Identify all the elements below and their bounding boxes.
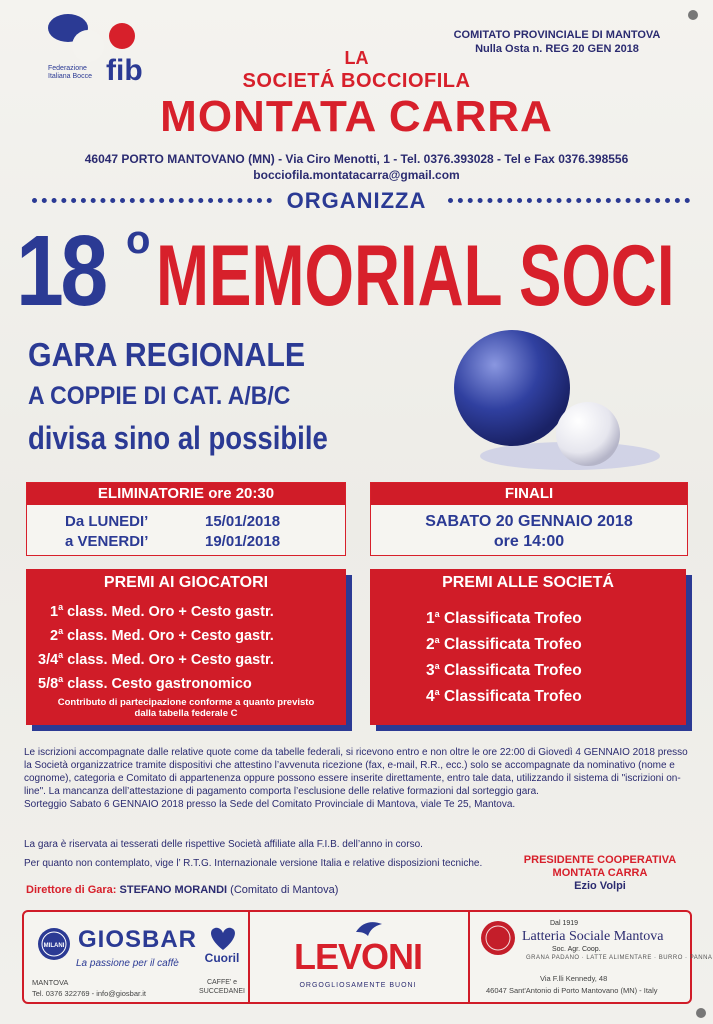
milani-badge-text: MILANI <box>43 943 65 949</box>
edition-ordinal: o <box>126 218 151 262</box>
levoni-bird-icon <box>354 918 384 938</box>
finali-date: SABATO 20 GENNAIO 2018 <box>425 513 633 530</box>
club-name: MONTATA CARRA <box>160 92 553 141</box>
presidente-block <box>500 854 700 893</box>
prize-note-line-1: Contributo di partecipazione conforme a quanto previsto <box>57 697 315 708</box>
header-la: LA <box>344 48 369 68</box>
giosbar-contact: Tel. 0376 322769 - info@giosbar.it <box>32 989 146 998</box>
prize-note <box>26 697 346 719</box>
milani-badge-icon <box>36 926 72 962</box>
prize-club-line: 4$^a$ Classificata Trofeo <box>426 687 582 706</box>
latteria-address-1: Via F.lli Kennedy, 48 <box>540 974 608 983</box>
finali-box <box>370 482 688 556</box>
prizes-players-title: PREMI AI GIOCATORI <box>103 574 269 591</box>
eliminatorie-to-label: a VENERDI’ <box>65 533 149 550</box>
prizes-clubs-title: PREMI ALLE SOCIETÁ <box>442 574 614 591</box>
bocce-balls-image <box>440 326 660 476</box>
direttore-zone: (Comitato di Mantova) <box>227 884 339 896</box>
prize-player-line: 1$^a$ class. Med. Oro + Cesto gastr. <box>50 602 274 620</box>
organizza-label: ORGANIZZA <box>286 188 427 213</box>
prize-note-line-2: dalla tabella federale C <box>134 708 238 719</box>
prize-player-line: 2$^a$ class. Med. Oro + Cesto gastr. <box>50 626 274 644</box>
subtitle-3: divisa sino al possibile <box>28 420 328 456</box>
latteria-sub: Soc. Agr. Coop. <box>552 946 601 953</box>
nulla-osta: Nulla Osta n. REG 20 GEN 2018 <box>475 43 639 55</box>
club-email: bocciofila.montatacarra@gmail.com <box>253 168 460 182</box>
subtitle-2: A COPPIE DI CAT. A/B/C <box>28 382 291 410</box>
cuoril-name: Cuoril <box>204 951 240 965</box>
comitato-text: COMITATO PROVINCIALE DI MANTOVA <box>453 29 661 41</box>
prizes-clubs-box <box>370 569 686 725</box>
latteria-year: Dal 1919 <box>550 920 579 927</box>
presidente-name: Ezio Volpi <box>574 880 626 892</box>
finali-header: FINALI <box>371 483 687 505</box>
header-societa: SOCIETÁ BOCCIOFILA <box>242 70 471 92</box>
latteria-seal-icon <box>480 920 516 956</box>
rules-paragraph-2: Sorteggio Sabato 6 GENNAIO 2018 presso la Sede del Comitato Provinciale di Mantova, viale Te 25, Mantova. <box>24 799 516 810</box>
fib-logo-text: fib <box>106 54 143 87</box>
thumbtack-icon <box>696 1008 706 1018</box>
giosbar-tagline: La passione per il caffè <box>76 958 179 969</box>
thumbtack-icon <box>688 10 698 20</box>
latteria-products: GRANA PADANO · LATTE ALIMENTARE · BURRO · PANNA <box>526 955 713 961</box>
rules-text <box>24 746 694 811</box>
subtitle-1: GARA REGIONALE <box>28 336 306 373</box>
levoni-tagline: ORGOGLIOSAMENTE BUONI <box>299 982 417 989</box>
giosbar-logo <box>36 926 206 962</box>
eliminatorie-from-label: Da LUNEDI’ <box>65 513 149 530</box>
rules-paragraph-1: Le iscrizioni accompagnate dalle relative quote come da tabelle federali, si ricevono entro e non oltre le ore 22:00 di Giovedì 4 GENNAIO 2018 presso la Società organizzatrice tramite dispositivi che attestino l’avvenuta ricezione (fax, e-mail, R.R., ecc.) solo se accompagnate da nominativo (nome e cognome), categoria e Comitato di appartenenza oppure possono essere inserite direttamente, entro tale data, utilizzando il sistema di "iscrizioni on-line". La mancanza dell’attestazione di pagamento comporta l’esclusione delle relative formazioni dal sorteggio gara. <box>24 747 688 797</box>
latteria-name: Latteria Sociale Mantova <box>522 929 664 944</box>
direttore-line <box>26 884 338 896</box>
eliminatorie-to-date: 19/01/2018 <box>205 533 281 550</box>
eliminatorie-from-date: 15/01/2018 <box>205 513 281 530</box>
direttore-label: Direttore di Gara: <box>26 884 120 896</box>
presidente-title-2: MONTATA CARRA <box>552 867 648 879</box>
latteria-address-2: 46047 Sant'Antonio di Porto Mantovano (MN) - Italy <box>486 986 658 995</box>
prize-club-line: 3$^a$ Classificata Trofeo <box>426 661 582 680</box>
dotted-divider-right <box>448 198 690 203</box>
fib-federazione-2: Italiana Bocce <box>48 73 92 80</box>
finali-time: ore 14:00 <box>493 533 565 550</box>
direttore-name: STEFANO MORANDI <box>119 884 228 896</box>
prize-club-line: 2$^a$ Classificata Trofeo <box>426 635 582 654</box>
prize-player-line: 3/4$^a$ class. Med. Oro + Cesto gastr. <box>38 650 274 668</box>
event-title: MEMORIAL SOCI <box>156 228 675 324</box>
eliminatorie-box <box>26 482 346 556</box>
giosbar-city: MANTOVA <box>32 978 69 987</box>
eliminatorie-header: ELIMINATORIE ore 20:30 <box>27 483 345 505</box>
club-address: 46047 PORTO MANTOVANO (MN) - Via Ciro Menotti, 1 - Tel. 0376.393028 - Tel e Fax 0376.398556 <box>84 152 629 166</box>
fib-federazione: Federazione <box>48 65 87 72</box>
rules-paragraph-3: La gara è riservata ai tesserati delle rispettive Società affiliate alla F.I.B. dell’anno in corso. <box>24 839 423 850</box>
giosbar-name: GIOSBAR <box>78 926 198 953</box>
cuoril-sub-2: SUCCEDANEI <box>199 988 245 995</box>
rules-paragraph-4: Per quanto non contemplato, vige l’ R.T.G. Internazionale versione Italia e relative disposizioni tecniche. <box>24 858 483 869</box>
cuoril-sub <box>195 978 249 996</box>
cuoril-heart-icon <box>200 924 246 974</box>
prizes-players-box <box>26 569 346 725</box>
sponsor-divider <box>468 912 470 1002</box>
presidente-title-1: PRESIDENTE COOPERATIVA <box>523 854 677 866</box>
edition-number: 18 <box>16 215 105 327</box>
prize-player-line: 5/8$^a$ class. Cesto gastronomico <box>38 674 252 692</box>
levoni-name: LEVONI <box>293 936 422 977</box>
cuoril-sub-1: CAFFE' e <box>206 979 238 986</box>
prize-club-line: 1$^a$ Classificata Trofeo <box>426 609 582 628</box>
